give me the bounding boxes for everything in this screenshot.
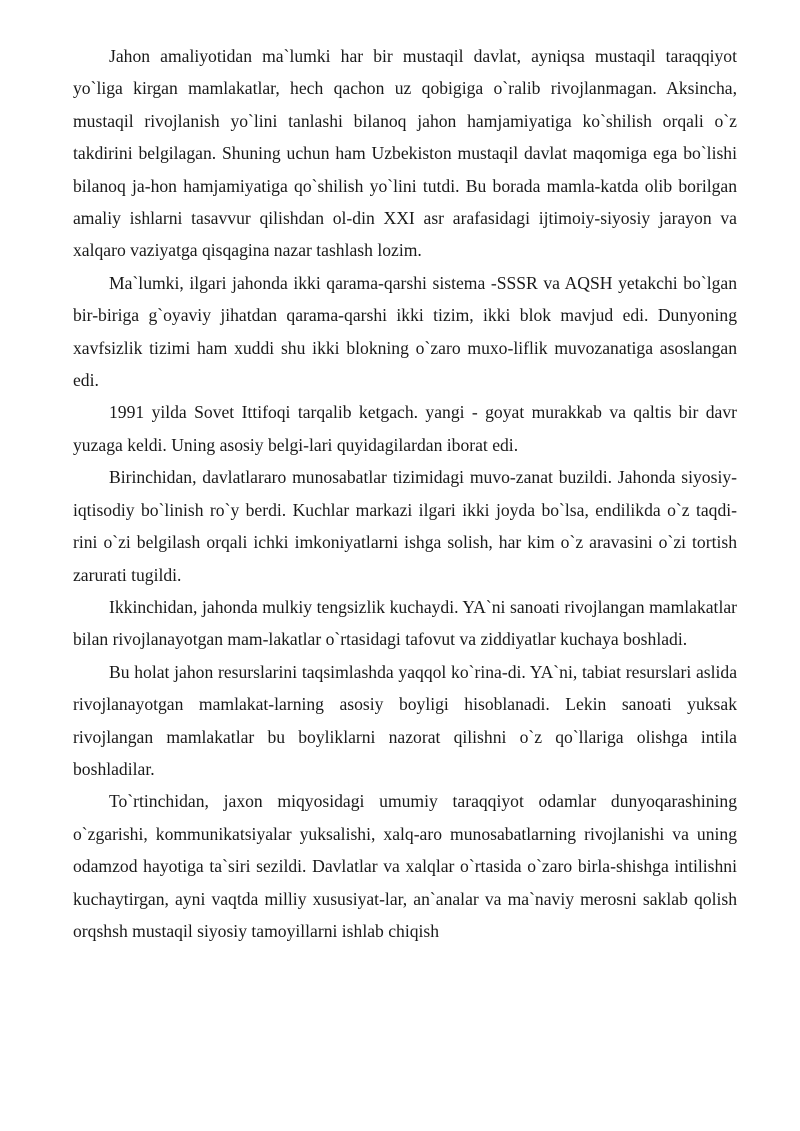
paragraph: Ma`lumki, ilgari jahonda ikki qarama-qarshi sistema -SSSR va AQSH yetakchi bo`lgan bir-biriga g`oyaviy jihatdan qarama-qarshi ikki tizim, ikki blok mavjud edi. Dunyoning xavfsizlik tizimi ham xuddi shu ikki blokning o`zaro muxo-liflik muvozanatiga asoslangan edi. [73, 272, 737, 391]
paragraph: To`rtinchidan, jaxon miqyosidagi umumiy taraqqiyot odamlar dunyoqarashining o`zgarishi, kommunikatsiyalar yuksalishi, xalq-aro munosabatlarning rivojlanishi va uning odamzod hayotiga ta`siri sezildi. Davlatlar va xalqlar o`rtasida o`zaro birla-shishga intilishni kuchaytirgan, ayni vaqtda milliy xususiyat-lar, an`analar va ma`naviy merosni saklab qolish orqshsh mustaqil siyosiy tamoyillarni ishlab chiqish [73, 791, 737, 941]
paragraph: Jahon amaliyotidan ma`lumki har bir mustaqil davlat, ayniqsa mustaqil taraqqiyot yo`liga kirgan mamlakatlar, hech qachon uz qobigiga o`ralib rivojlanmagan. Aksincha, mustaqil rivojlanish yo`lini tanlashi bilanoq jahon hamjamiyatiga ko`shilish orqali o`z takdirini belgilagan. Shuning uchun ham Uzbekiston mustaqil davlat maqomiga ega bo`lishi bilanoq ja-hon hamjamiyatiga qo`shilish yo`lini tutdi. Bu borada mamla-katda olib borilgan amaliy ishlarni tasavvur qilishdan ol-din XXI asr arafasidagi ijtimoiy-siyosiy jarayon va xalqaro vaziyatga qisqagina nazar tashlash lozim. [73, 46, 737, 261]
paragraph: Birinchidan, davlatlararo munosabatlar tizimidagi muvo-zanat buzildi. Jahonda siyosiy-iqtisodiy bo`linish ro`y berdi. Kuchlar markazi ilgari ikki joyda bo`lsa, endilikda o`z taqdi-rini o`zi belgilash orqali ichki imkoniyatlarni ishga solish, har kim o`z aravasini o`zi tortish zarurati tugildi. [73, 467, 737, 585]
paragraph: Bu holat jahon resurslarini taqsimlashda yaqqol ko`rina-di. YA`ni, tabiat resurslari aslida rivojlanayotgan mamlakat-larning asosiy boyligi hisoblanadi. Lekin sanoati yuksak rivojlangan mamlakatlar bu boyliklarni nazorat qilishni o`z qo`llariga olishga intila boshladilar. [73, 661, 737, 779]
document-page [73, 40, 737, 947]
paragraph: Ikkinchidan, jahonda mulkiy tengsizlik kuchaydi. YA`ni sanoati rivojlangan mamlakatlar bilan rivojlanayotgan mam-lakatlar o`rtasidagi tafovut va ziddiyatlar kuchaya boshladi. [73, 596, 737, 650]
paragraph: 1991 yilda Sovet Ittifoqi tarqalib ketgach. yangi - goyat murakkab va qaltis bir davr yuzaga keldi. Uning asosiy belgi-lari quyidagilardan iborat edi. [73, 402, 737, 455]
